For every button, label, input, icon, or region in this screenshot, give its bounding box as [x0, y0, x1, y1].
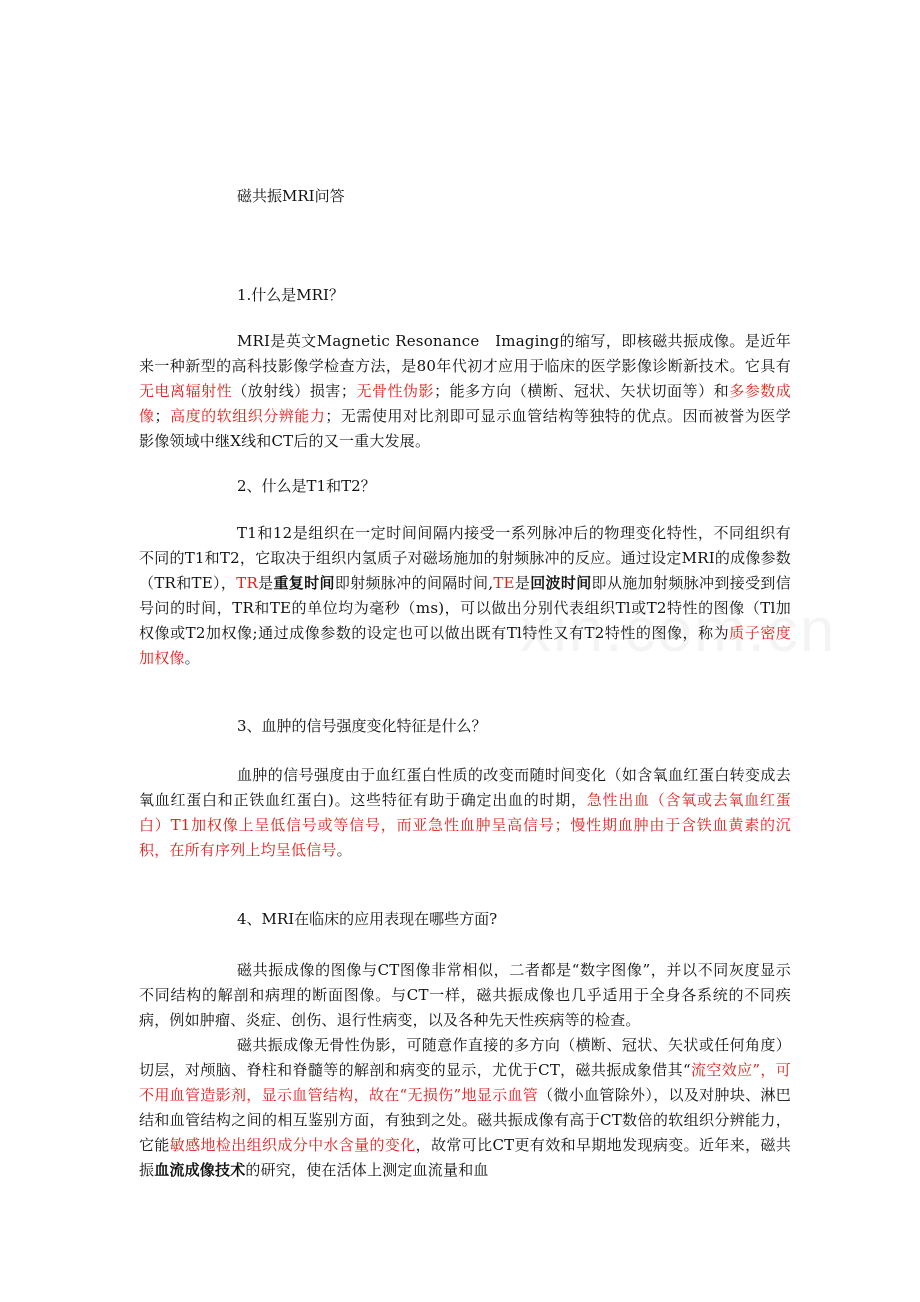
- text-segment: 。: [184, 649, 200, 667]
- answer-3: [139, 763, 791, 863]
- text-segment: 血肿的信号强度由于血红蛋白性质的改变而随时间变化（如含氧血红蛋白转变成去氧血红蛋白和正铁血红蛋白)。这些特征有助于确定出血的时期，: [139, 766, 791, 809]
- text-segment: ；能多方向（横断、冠状、矢状切面等）和: [434, 382, 730, 400]
- bold-echo-time: 回波时间: [530, 574, 592, 592]
- text-segment: 磁共振成像无骨性伪影，可随意作直接的多方向（横断、冠状、矢状或任何角度）切层，对颅脑、脊柱和脊髓等的解剖和病变的显示，尤优于CT，磁共振成象借其“: [139, 1036, 791, 1079]
- text-segment: T1和12是组织在一定时间间隔内接受一系列脉冲后的物理变化特性，不同组织有不同的T1和T2，它取决于组织内氢质子对磁场施加的射频脉冲的反应。通过设定MRI的成像参数（TR和TE），: [139, 524, 791, 592]
- text-segment: 即从施加射频脉冲到接受到信号问的时间，TR和TE的单位均为毫秒（ms)，可以做出分别代表组织Tl或T2特性的图像（Tl加权像或T2加权像;通过成像参数的设定也可以做出既有Tl特性又有T2特性的图像，称为: [139, 574, 791, 642]
- text-segment: ，故常可比CT更有效和早期地发现病变。近年来，磁共振: [139, 1136, 792, 1179]
- question-2: 2、什么是T1和T2？: [237, 477, 376, 495]
- text-segment: 是: [514, 574, 531, 592]
- highlight-proton-density: 质子密度加权像: [139, 624, 791, 667]
- answer-4-paragraph-1: 磁共振成像的图像与CT图像非常相似，二者都是“数字图像”，并以不同灰度显示不同结构的解剖和病理的断面图像。与CT一样，磁共振成像也几乎适用于全身各系统的不同疾病，例如肿瘤、炎症、创伤、退行性病变，以及各种先天性疾病等的检查。: [139, 961, 791, 1029]
- highlight-no-ionizing-radiation: 无电离辐射性: [139, 382, 233, 400]
- answer-1: [139, 329, 791, 454]
- highlight-multiparameter-imaging: 多参数成像: [139, 382, 791, 425]
- text-segment: ；无需使用对比剂即可显示血管结构等独特的优点。因而被誉为医学影像领域中继X线和CT后的又一重大发展。: [139, 407, 791, 450]
- question-3: 3、血肿的信号强度变化特征是什么？: [237, 717, 487, 735]
- text-segment: ；: [154, 407, 170, 425]
- bold-flow-imaging: 血流成像技术: [154, 1161, 246, 1179]
- document-title: 磁共振MRI问答: [237, 187, 345, 205]
- text-segment: 。: [336, 841, 352, 859]
- highlight-no-bone-artifact: 无骨性伪影: [356, 382, 435, 400]
- highlight-tr: TR: [236, 574, 258, 592]
- highlight-hematoma-signal: 急性出血（含氧或去氧血红蛋白）T1加权像上呈低信号或等信号，而亚急性血肿呈高信号；慢性期血肿由于含铁血黄素的沉积，在所有序列上均呈低信号: [139, 791, 792, 859]
- answer-2: [139, 521, 791, 671]
- text-segment: 即射频脉冲的间隔时间,: [334, 574, 494, 592]
- text-segment: MRI是英文Magnetic Resonance Imaging的缩写，即核磁共振成像。是近年来一种新型的高科技影像学检查方法，是80年代初才应用于临床的医学影像诊断新技术。它具有: [139, 332, 791, 375]
- highlight-te: TE: [493, 574, 515, 592]
- question-4: 4、MRI在临床的应用表现在哪些方面?: [237, 910, 498, 928]
- text-segment: 是: [257, 574, 274, 592]
- highlight-flow-void-effect: 流空效应”，可不用血管造影剂，显示血管结构，故在“无损伤”地显示血管: [139, 1061, 791, 1104]
- answer-4-paragraph-2: [139, 1033, 791, 1183]
- highlight-soft-tissue-resolution: 高度的软组织分辨能力: [169, 407, 326, 425]
- question-1: 1.什么是MRI？: [237, 286, 344, 304]
- bold-repetition-time: 重复时间: [273, 574, 335, 592]
- highlight-water-content-change: 敏感地检出组织成分中水含量的变化: [169, 1136, 416, 1154]
- text-segment: （放射线）损害；: [232, 382, 357, 400]
- text-segment: 的研究，使在活体上测定血流量和血: [245, 1161, 489, 1179]
- text-segment: （微小血管除外），以及对肿块、淋巴结和血管结构之间的相互鉴别方面，有独到之处。磁共振成像有高于CT数倍的软组织分辨能力，它能: [139, 1086, 791, 1154]
